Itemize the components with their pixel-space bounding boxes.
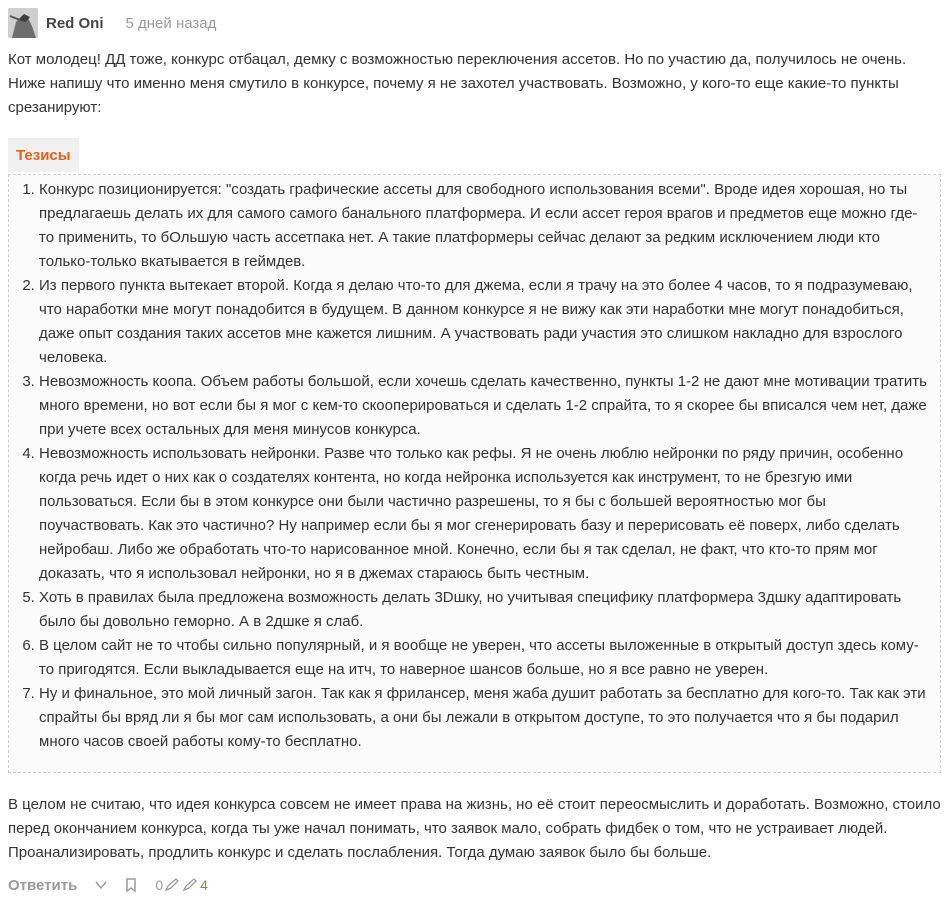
pencil-down-icon[interactable] bbox=[164, 878, 180, 892]
list-item: 5. Хоть в правилах была предложена возможность делать 3Dшку, но учитывая специфику платформера 3дшку адаптировать было бы довольно геморно. А в 2дшке я слаб. bbox=[39, 586, 932, 634]
vote-controls bbox=[155, 877, 208, 893]
list-item: 1. Конкурс позиционируется: "создать графические ассеты для свободного использования всеми". Вроде идея хорошая, но ты предлагаешь делать их для самого самого банального платформера. И если ассет героя врагов и предметов еще можно где-то применить, то бОльшую часть ассетпака нет. А такие платформеры сейчас делают за редким исключением люди кто только-только вкатывается в геймдев. bbox=[39, 178, 932, 274]
list-item: 7. Ну и финальное, это мой личный загон. Так как я фрилансер, меня жаба душит работать за бесплатно для кого-то. Так как эти спрайты бы вряд ли я бы мог сам использовать, а они бы лежали в открытом доступе, то это получается что я бы подарил много часов своей работы кому-то бесплатно. bbox=[39, 682, 932, 754]
reply-button[interactable]: Ответить bbox=[8, 876, 78, 894]
comment-intro: Кот молодец! ДД тоже, конкурс отбацал, демку с возможностью переключения ассетов. Но по участию да, получилось не очень. Ниже напишу что именно меня смутило в конкурсе, почему я не захотел участвовать. Возможно, у кого-то еще какие-то пункты срезанируют: bbox=[8, 51, 907, 116]
list-item: 6. В целом сайт не то чтобы сильно популярный, и я вообще не уверен, что ассеты выложенные в открытый доступ здесь кому-то пригодятся. Если выкладывается еще на итч, то наверное шансов больше, но я все равно не уверен. bbox=[39, 634, 932, 682]
avatar-image bbox=[8, 8, 38, 38]
comment-outro: В целом не считаю, что идея конкурса совсем не имеет права на жизнь, но её стоит переосмыслить и доработать. Возможно, стоило перед окончанием конкурса, когда ты уже начал понимать, что заявок мало, собрать фидбек о том, что не устраивает людей. Проанализировать, продлить конкурс и сделать послабления. Тогда думаю заявок было бы больше. bbox=[8, 796, 941, 861]
list-item: 2. Из первого пункта вытекает второй. Когда я делаю что-то для джема, если я трачу на это более 4 часов, то я подразумеваю, что наработки мне могут понадобится в будущем. В данном конкурсе я не вижу как эти наработки мне могут понадобиться, даже опыт создания таких ассетов мне кажется лишним. А участвовать ради участия это слишком накладно для взрослого человека. bbox=[39, 274, 932, 370]
list-item: 4. Невозможность использовать нейронки. Разве что только как рефы. Я не очень люблю нейронки по ряду причин, особенно когда речь идет о них как о создателях контента, но когда нейронка используется как инструмент, то не брезгую ими пользоваться. Если бы в этом конкурсе они были частично разрешены, то я бы с большей вероятностью мог бы поучаствовать. Как это частично? Ну например если бы я мог сгенерировать базу и перерисовать её поверх, либо сделать нейробаш. Либо же обработать что-то нарисованное мной. Конечно, если бы я так сделал, не факт, что кто-то прям мог доказать, что я использовал нейронки, но я в джемах стараюсь быть честным. bbox=[39, 442, 932, 586]
comment-footer bbox=[8, 873, 941, 897]
author-name[interactable]: Red Oni bbox=[46, 14, 104, 32]
comment-header bbox=[8, 8, 941, 38]
chevron-down-icon[interactable] bbox=[95, 880, 107, 890]
list-item: 3. Невозможность коопа. Объем работы большой, если хочешь сделать качественно, пункты 1-2 не дают мне мотивации тратить много времени, но вот если бы я мог с кем-то скооперироваться и сделать 1-2 спрайта, то я скорее бы вписался чем нет, даже при учете всех остальных для меня минусов конкурса. bbox=[39, 370, 932, 442]
spoiler-toggle[interactable]: Тезисы bbox=[8, 138, 79, 172]
comment-time[interactable]: 5 дней назад bbox=[125, 14, 217, 32]
pencil-up-icon[interactable] bbox=[182, 878, 198, 892]
theses-list bbox=[15, 178, 932, 754]
spoiler-content bbox=[8, 174, 941, 773]
like-count: 4 bbox=[200, 877, 208, 893]
spoiler bbox=[8, 138, 941, 773]
avatar[interactable] bbox=[8, 8, 38, 38]
dislike-count: 0 bbox=[155, 877, 164, 893]
bookmark-icon[interactable] bbox=[125, 878, 137, 892]
